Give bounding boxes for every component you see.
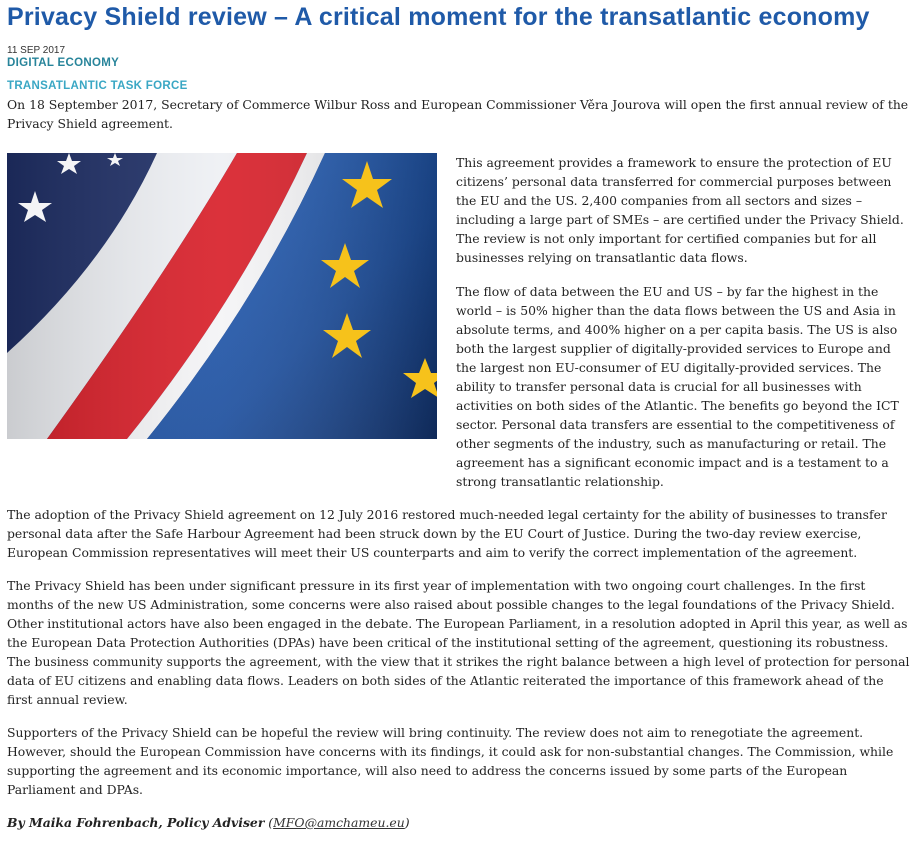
us-eu-flags-image <box>7 153 437 439</box>
side-text <box>456 153 910 491</box>
side-paragraph-1: This agreement provides a framework to ensure the protection of EU citizens’ personal data transferred for commercial purposes between the EU and the US. 2,400 companies from all sectors and sizes – including a large part of SMEs – are certified under the Privacy Shield. The review is not only important for certified companies but for all businesses relying on transatlantic data flows. <box>456 155 904 265</box>
publish-date: 11 SEP 2017 <box>7 45 66 56</box>
author-email-link[interactable]: MFO@amchameu.eu <box>273 815 405 830</box>
intro-paragraph: On 18 September 2017, Secretary of Commerce Wilbur Ross and European Commissioner Věra Jourova will open the first annual review of the Privacy Shield agreement. <box>7 97 909 131</box>
tag-label[interactable]: TRANSATLANTIC TASK FORCE <box>7 80 188 92</box>
body-paragraph-3: Supporters of the Privacy Shield can be hopeful the review will bring continuity. The review does not aim to renegotiate the agreement. However, should the European Commission have concerns with its findings, it could ask for non-substantial changes. The Commission, while supporting the agreement and its economic importance, will also need to address the concerns issued by some parts of the European Parliament and DPAs. <box>7 725 894 797</box>
image-text-block <box>7 153 915 491</box>
byline: By Maika Fohrenbach, Policy Adviser (MFO@amchameu.eu) <box>7 815 410 830</box>
author-name: By Maika Fohrenbach, Policy Adviser <box>7 815 265 830</box>
side-paragraph-2: The flow of data between the EU and US – by far the highest in the world – is 50% higher than the data flows between the US and Asia in absolute terms, and 400% higher on a per capita basis. The US is also both the largest supplier of digitally-provided services to Europe and the largest non EU-consumer of EU digitally-provided services. The ability to transfer personal data is crucial for all businesses with activities on both sides of the Atlantic. The benefits go beyond the ICT sector. Personal data transfers are essential to the competitiveness of other segments of the industry, such as manufacturing or retail. The agreement has a significant economic impact and is a testament to a strong transatlantic relationship. <box>456 284 899 489</box>
body-paragraph-1: The adoption of the Privacy Shield agreement on 12 July 2016 restored much-needed legal certainty for the ability of businesses to transfer personal data after the Safe Harbour Agreement had been struck down by the EU Court of Justice. During the two-day review exercise, European Commission representatives will meet their US counterparts and aim to verify the correct implementation of the agreement. <box>7 507 887 560</box>
body-paragraph-2: The Privacy Shield has been under significant pressure in its first year of implementation with two ongoing court challenges. In the first months of the new US Administration, some concerns were also raised about possible changes to the legal foundations of the Privacy Shield. Other institutional actors have also been engaged in the debate. The European Parliament, in a resolution adopted in April this year, as well as the European Data Protection Authorities (DPAs) have been critical of the institutional setting of the agreement, questioning its robustness. The business community supports the agreement, with the view that it strikes the right balance between a high level of protection for personal data of EU citizens and enabling data flows. Leaders on both sides of the Atlantic reiterated the importance of this framework ahead of the first annual review. <box>7 578 910 707</box>
article-title: Privacy Shield review – A critical moment for the transatlantic economy <box>7 3 870 31</box>
category-label[interactable]: DIGITAL ECONOMY <box>7 57 120 69</box>
